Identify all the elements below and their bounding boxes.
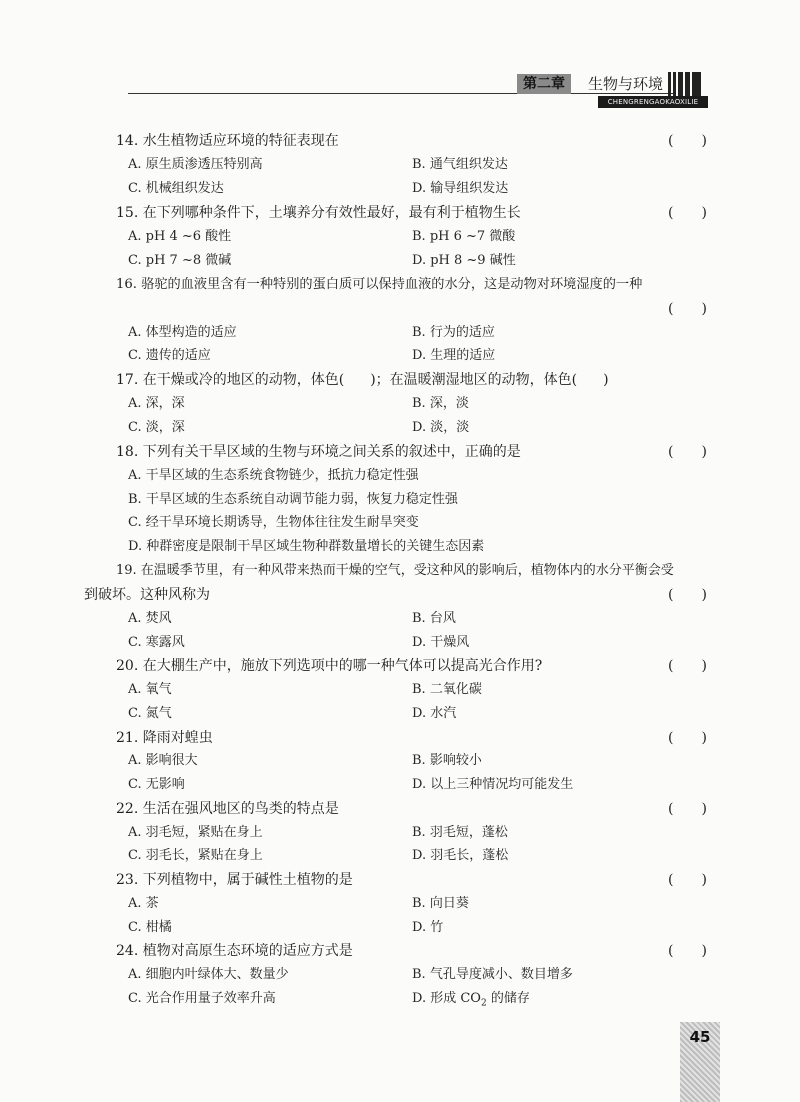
page-number: 45: [689, 1028, 711, 1046]
question-21-option-a[interactable]: A. 影响很大: [128, 753, 198, 768]
question-19-option-c[interactable]: C. 寒露风: [128, 635, 185, 650]
question-20-answer-blank[interactable]: ( ): [668, 658, 707, 674]
question-23-option-a[interactable]: A. 茶: [128, 896, 159, 911]
question-22-option-a[interactable]: A. 羽毛短，紧贴在身上: [128, 825, 263, 840]
question-24-option-d-subscript: 2: [480, 998, 487, 1009]
question-14-answer-blank[interactable]: ( ): [668, 133, 707, 149]
question-14-option-d[interactable]: D. 输导组织发达: [412, 181, 509, 196]
question-20-option-a[interactable]: A. 氧气: [128, 682, 172, 697]
question-18-option-d[interactable]: D. 种群密度是限制干旱区域生物种群数量增长的关键生态因素: [128, 539, 485, 554]
question-23-stem: 23. 下列植物中，属于碱性土植物的是: [116, 872, 353, 888]
question-20-option-c[interactable]: C. 氮气: [128, 706, 172, 721]
question-18-option-a[interactable]: A. 干旱区域的生态系统食物链少，抵抗力稳定性强: [128, 468, 419, 483]
question-16-option-b[interactable]: B. 行为的适应: [412, 325, 495, 340]
question-24-option-d-suffix: 的储存: [486, 991, 530, 1006]
question-24-option-a[interactable]: A. 细胞内叶绿体大、数量少: [128, 967, 289, 982]
question-24-option-d-prefix: D. 形成 CO: [412, 991, 481, 1006]
question-22-stem: 22. 生活在强风地区的鸟类的特点是: [116, 801, 339, 817]
question-18-answer-blank[interactable]: ( ): [668, 444, 707, 460]
question-17-stem-part3: ): [603, 372, 609, 388]
question-20-stem: 20. 在大棚生产中，施放下列选项中的哪一种气体可以提高光合作用?: [116, 658, 543, 674]
question-21-answer-blank[interactable]: ( ): [668, 730, 707, 746]
question-16-stem: 16. 骆驼的血液里含有一种特别的蛋白质可以保持血液的水分，这是动物对环境湿度的一种: [116, 277, 643, 292]
question-18-option-c[interactable]: C. 经干旱环境长期诱导，生物体往往发生耐旱突变: [128, 515, 419, 530]
chapter-label: 第二章: [517, 74, 571, 94]
question-16-option-d[interactable]: D. 生理的适应: [412, 348, 496, 363]
question-15-option-a[interactable]: A. pH 4 ~6 酸性: [128, 229, 232, 244]
question-14-option-a[interactable]: A. 原生质渗透压特别高: [128, 157, 263, 172]
question-19-option-a[interactable]: A. 焚风: [128, 611, 172, 626]
question-24-option-d[interactable]: [412, 989, 530, 1014]
question-17-stem-part1: 17. 在干燥或冷的地区的动物，体色(: [116, 372, 345, 388]
question-18-option-b[interactable]: B. 干旱区域的生态系统自动调节能力弱，恢复力稳定性强: [128, 492, 458, 507]
chapter-title: 生物与环境: [588, 75, 664, 93]
question-20-option-b[interactable]: B. 二氧化碳: [412, 682, 482, 697]
question-22-answer-blank[interactable]: ( ): [668, 801, 707, 817]
question-22-option-b[interactable]: B. 羽毛短，蓬松: [412, 825, 508, 840]
question-16-option-a[interactable]: A. 体型构造的适应: [128, 325, 237, 340]
question-17-option-b[interactable]: B. 深，淡: [412, 396, 469, 411]
question-17-stem: [116, 370, 609, 390]
question-20-option-d[interactable]: D. 水汽: [412, 706, 457, 721]
question-22-option-d[interactable]: D. 羽毛长，蓬松: [412, 848, 509, 863]
question-17-stem-part2: )；在温暖潮湿地区的动物，体色(: [370, 372, 578, 388]
question-21-option-c[interactable]: C. 无影响: [128, 777, 185, 792]
question-14-option-c[interactable]: C. 机械组织发达: [128, 181, 224, 196]
question-19-option-d[interactable]: D. 干燥风: [412, 635, 470, 650]
question-23-answer-blank[interactable]: ( ): [668, 872, 707, 888]
question-14-option-b[interactable]: B. 通气组织发达: [412, 157, 508, 172]
series-pinyin-label: CHENGRENGAOKAOXILIE: [598, 96, 708, 108]
question-17-option-d[interactable]: D. 淡，淡: [412, 420, 470, 435]
question-17-option-c[interactable]: C. 淡，深: [128, 420, 185, 435]
question-24-option-b[interactable]: B. 气孔导度减小、数目增多: [412, 967, 573, 982]
question-17-option-a[interactable]: A. 深，深: [128, 396, 185, 411]
question-19-stem-line2: 到破坏。这种风称为: [84, 587, 210, 603]
question-18-stem: 18. 下列有关干旱区域的生物与环境之间关系的叙述中，正确的是: [116, 444, 521, 460]
question-16-answer-blank[interactable]: ( ): [668, 301, 707, 317]
question-15-stem: 15. 在下列哪种条件下，土壤养分有效性最好，最有利于植物生长: [116, 205, 521, 221]
question-16-option-c[interactable]: C. 遗传的适应: [128, 348, 211, 363]
question-15-answer-blank[interactable]: ( ): [668, 205, 707, 221]
question-21-option-b[interactable]: B. 影响较小: [412, 753, 482, 768]
header-decoration-bars: [668, 72, 701, 96]
question-19-answer-blank[interactable]: ( ): [668, 587, 707, 603]
question-22-option-c[interactable]: C. 羽毛长，紧贴在身上: [128, 848, 263, 863]
question-19-stem-line1: 19. 在温暖季节里，有一种风带来热而干燥的空气，受这种风的影响后，植物体内的水分平衡会受: [116, 563, 674, 578]
question-23-option-c[interactable]: C. 柑橘: [128, 920, 172, 935]
question-21-option-d[interactable]: D. 以上三种情况均可能发生: [412, 777, 574, 792]
question-19-option-b[interactable]: B. 台风: [412, 611, 456, 626]
question-21-stem: 21. 降雨对蝗虫: [116, 730, 213, 746]
question-24-option-c[interactable]: C. 光合作用量子效率升高: [128, 991, 276, 1006]
question-14-stem: 14. 水生植物适应环境的特征表现在: [116, 133, 339, 149]
question-24-answer-blank[interactable]: ( ): [668, 943, 707, 959]
page-header: [0, 0, 800, 110]
question-15-option-b[interactable]: B. pH 6 ~7 微酸: [412, 229, 516, 244]
question-24-stem: 24. 植物对高原生态环境的适应方式是: [116, 943, 353, 959]
question-15-option-c[interactable]: C. pH 7 ~8 微碱: [128, 253, 232, 268]
question-23-option-d[interactable]: D. 竹: [412, 920, 444, 935]
question-23-option-b[interactable]: B. 向日葵: [412, 896, 469, 911]
question-15-option-d[interactable]: D. pH 8 ~9 碱性: [412, 253, 516, 268]
